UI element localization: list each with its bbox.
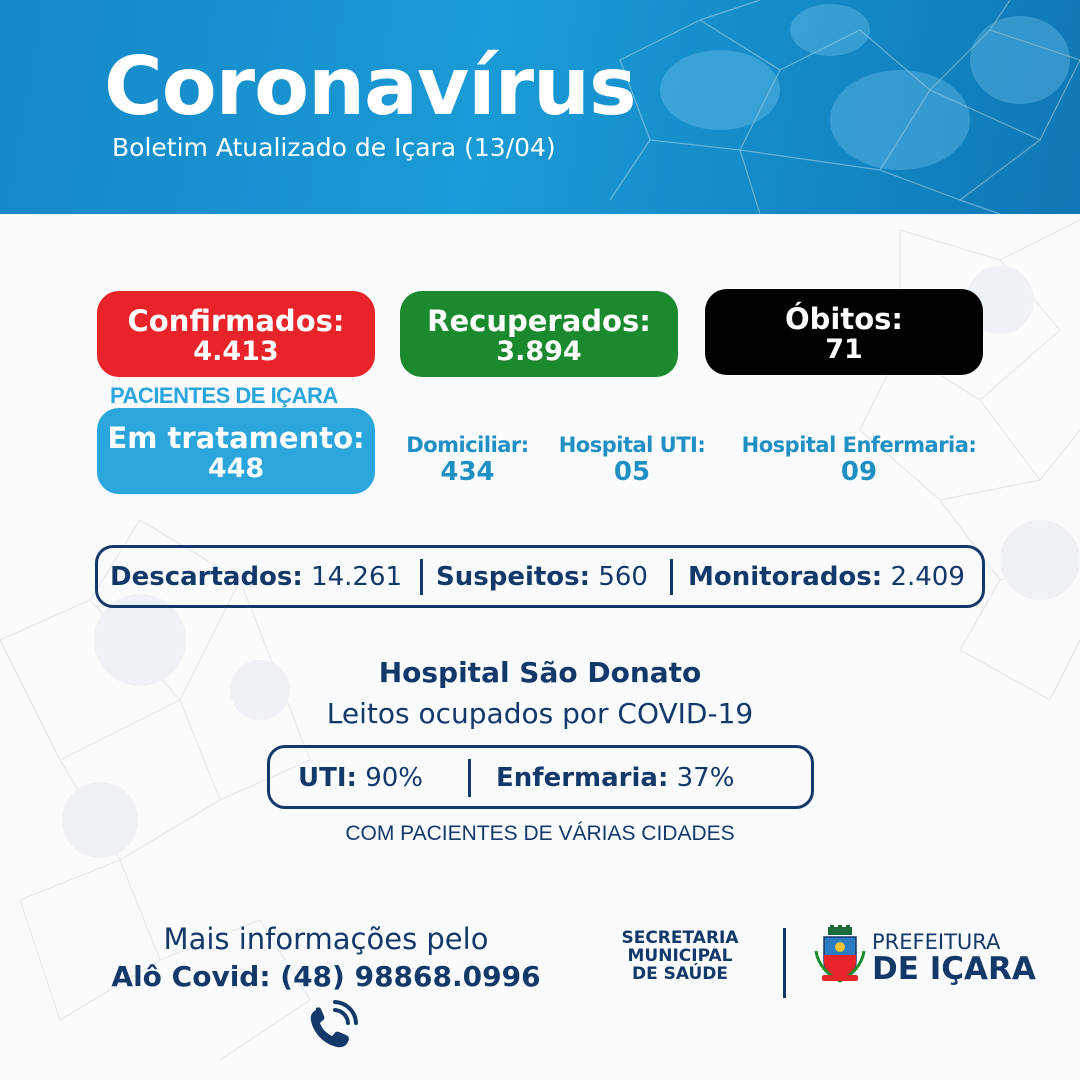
descartados-value: 14.261 <box>311 562 403 592</box>
hospital-name: Hospital São Donato <box>378 656 702 689</box>
divider <box>420 559 423 595</box>
em-tratamento-value: 448 <box>207 453 265 484</box>
secretaria-line: SECRETARIA <box>621 928 739 948</box>
em-tratamento-label: Em tratamento: <box>107 421 365 455</box>
domiciliar-stat <box>400 433 535 487</box>
descartados-label: Descartados: <box>110 562 303 592</box>
pacientes-label: PACIENTES DE IÇARA <box>110 383 338 408</box>
recuperados-label: Recuperados: <box>427 304 651 338</box>
confirmados-label: Confirmados: <box>127 304 345 338</box>
obitos-label: Óbitos: <box>785 302 903 336</box>
domiciliar-value: 434 <box>440 457 495 487</box>
monitorados-label: Monitorados: <box>688 562 883 592</box>
enfermaria-label: Enfermaria: <box>496 763 669 793</box>
obitos-card <box>705 289 983 375</box>
secretaria-logo <box>612 929 748 983</box>
hospital-note: COM PACIENTES DE VÁRIAS CIDADES <box>345 822 735 845</box>
obitos-value: 71 <box>825 334 863 365</box>
prefeitura-line2: DE IÇARA <box>872 951 1036 987</box>
hospital-enfermaria-value: 09 <box>840 457 878 487</box>
enfermaria-stat <box>496 763 734 793</box>
phone-icon <box>302 1000 362 1056</box>
hospital-uti-label: Hospital UTI: <box>558 433 706 457</box>
leitos-box <box>267 745 814 809</box>
em-tratamento-card <box>97 408 375 494</box>
monitorados-value: 2.409 <box>890 562 965 592</box>
suspeitos-label: Suspeitos: <box>436 562 591 592</box>
divider <box>468 759 471 797</box>
hospital-enfermaria-stat <box>730 433 988 487</box>
phone-line: Alô Covid: (48) 98868.0996 <box>111 960 541 993</box>
hospital-uti-value: 05 <box>613 457 651 487</box>
monitorados-stat <box>688 562 965 592</box>
domiciliar-label: Domiciliar: <box>406 433 529 457</box>
confirmados-card <box>97 291 375 377</box>
hospital-subtitle: Leitos ocupados por COVID-19 <box>326 697 754 730</box>
prefeitura-logo <box>872 931 1036 985</box>
header-banner <box>0 0 1080 214</box>
uti-label: UTI: <box>298 763 357 793</box>
descartados-stat <box>110 562 402 592</box>
suspeitos-stat <box>436 562 648 592</box>
info-line: Mais informações pelo <box>163 922 489 956</box>
uti-value: 90% <box>365 763 423 793</box>
hospital-uti-stat <box>552 433 712 487</box>
enfermaria-value: 37% <box>676 763 735 793</box>
page-title: Coronavírus <box>104 40 636 133</box>
suspeitos-value: 560 <box>598 562 648 592</box>
recuperados-card <box>400 291 678 377</box>
logo-divider <box>783 928 786 998</box>
city-crest-icon <box>814 925 866 983</box>
recuperados-value: 3.894 <box>496 336 582 367</box>
uti-stat <box>298 763 423 793</box>
hospital-enfermaria-label: Hospital Enfermaria: <box>741 433 977 457</box>
page-subtitle: Boletim Atualizado de Içara (13/04) <box>112 133 556 162</box>
resumo-box <box>95 545 985 608</box>
prefeitura-line1: PREFEITURA <box>872 930 1001 954</box>
secretaria-line: DE SAÚDE <box>631 964 729 984</box>
divider <box>670 559 673 595</box>
secretaria-line: MUNICIPAL <box>627 946 733 966</box>
confirmados-value: 4.413 <box>193 336 279 367</box>
